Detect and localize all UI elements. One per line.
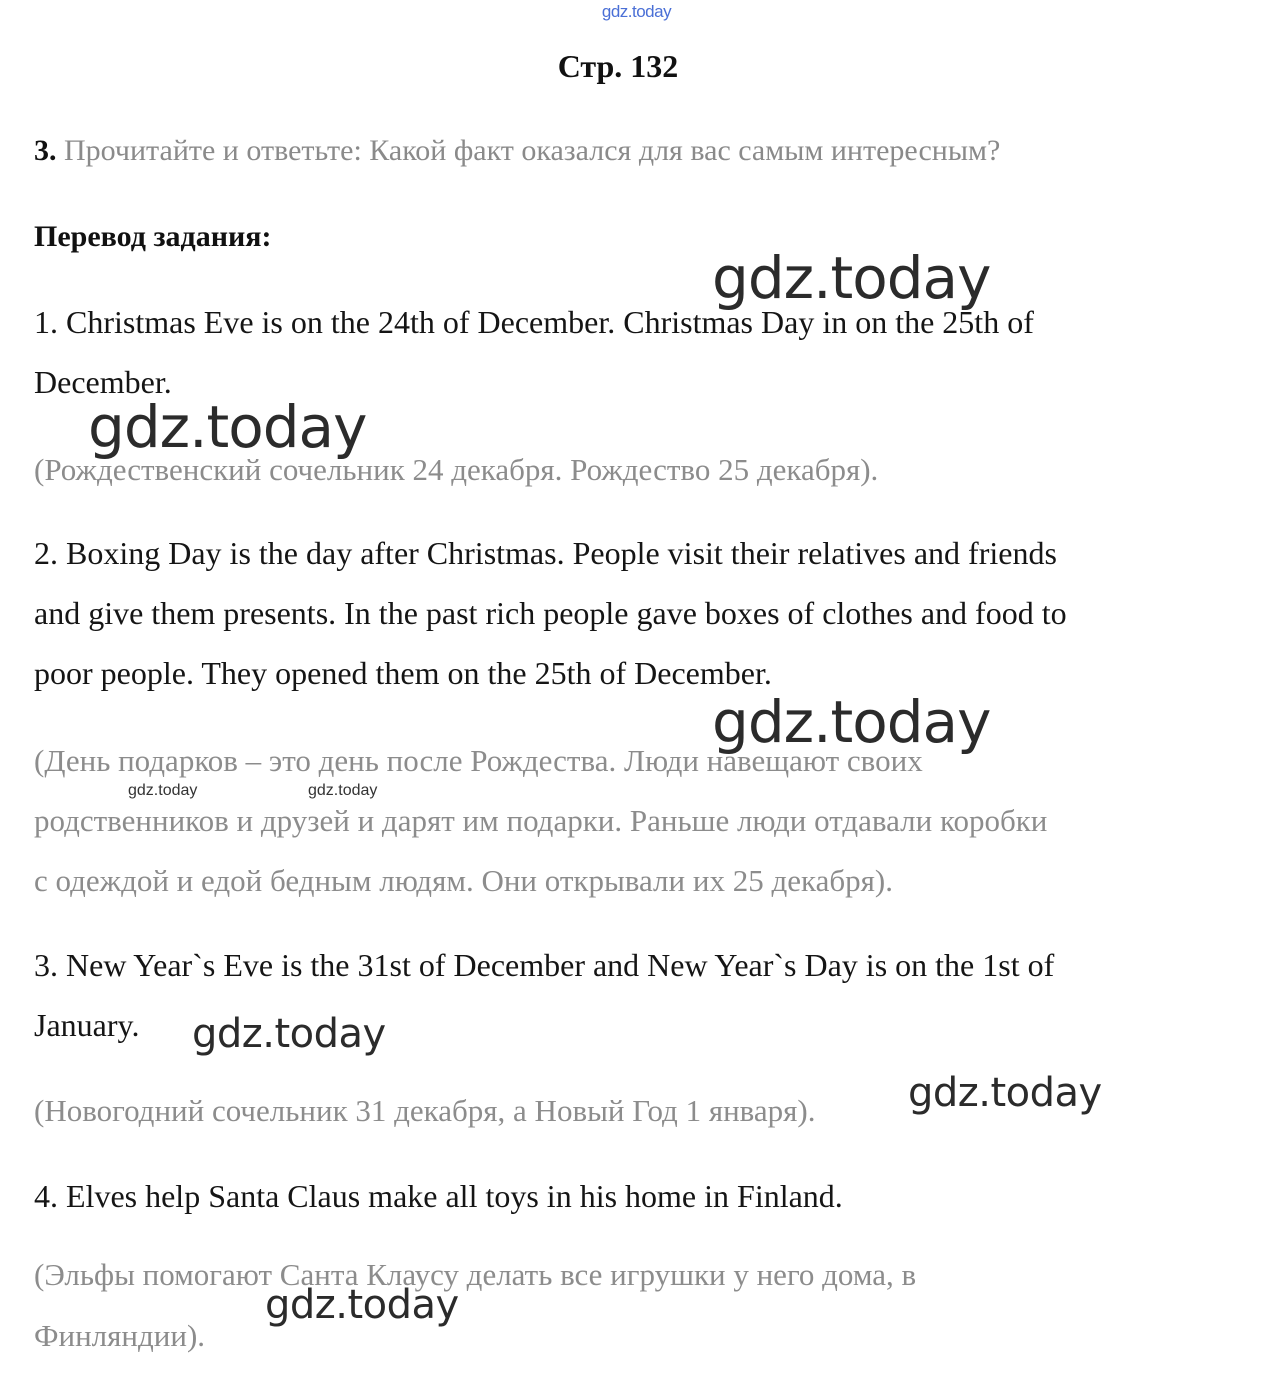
watermark-small-1: gdz.today — [128, 782, 198, 799]
watermark-3: gdz.today — [712, 688, 991, 756]
item-3-english-line-1: 3. New Year`s Eve is the 31st of December and New Year`s Day is on the 1st of — [34, 947, 1055, 983]
watermark-4: gdz.today — [192, 1011, 386, 1057]
item-3-russian-line-1: (Новогодний сочельник 31 декабря, а Новый Год 1 января). — [34, 1093, 816, 1128]
item-2-russian-line-3: с одеждой и едой бедным людям. Они открывали их 25 декабря). — [34, 863, 893, 898]
task-text: Прочитайте и ответьте: Какой факт оказался для вас самым интересным? — [64, 134, 1001, 167]
item-2-english-line-3: poor people. They opened them on the 25th of December. — [34, 655, 772, 691]
watermark-1: gdz.today — [712, 244, 991, 312]
item-2-english-line-1: 2. Boxing Day is the day after Christmas. People visit their relatives and friends — [34, 535, 1057, 571]
item-2-russian-line-1: (День подарков – это день после Рождества. Люди навещают своих — [34, 743, 923, 778]
item-4-english-line-1: 4. Elves help Santa Claus make all toys in his home in Finland. — [34, 1178, 843, 1214]
item-4-russian-line-1: (Эльфы помогают Санта Клаусу делать все игрушки у него дома, в — [34, 1257, 917, 1292]
top-watermark: gdz.today — [601, 2, 672, 21]
page-title: Стр. 132 — [557, 48, 679, 84]
task-prompt — [34, 134, 1000, 168]
item-1-english-line-2: December. — [34, 364, 172, 400]
item-1-english-line-1: 1. Christmas Eve is on the 24th of December. Christmas Day in on the 25th of — [34, 304, 1034, 340]
watermark-small-2: gdz.today — [308, 782, 378, 799]
watermark-2: gdz.today — [88, 393, 367, 461]
section-heading: Перевод задания: — [34, 220, 272, 253]
item-2-russian-line-2: родственников и друзей и дарят им подарки. Раньше люди отдавали коробки — [34, 803, 1048, 838]
item-1-russian-line-1: (Рождественский сочельник 24 декабря. Рождество 25 декабря). — [34, 452, 879, 487]
watermark-6: gdz.today — [265, 1282, 459, 1328]
item-4-russian-line-2: Финляндии). — [34, 1318, 206, 1353]
item-3-english-line-2: January. — [34, 1007, 140, 1043]
item-2-english-line-2: and give them presents. In the past rich people gave boxes of clothes and food to — [34, 595, 1067, 631]
task-number: 3. — [34, 134, 57, 167]
watermark-5: gdz.today — [908, 1070, 1102, 1116]
